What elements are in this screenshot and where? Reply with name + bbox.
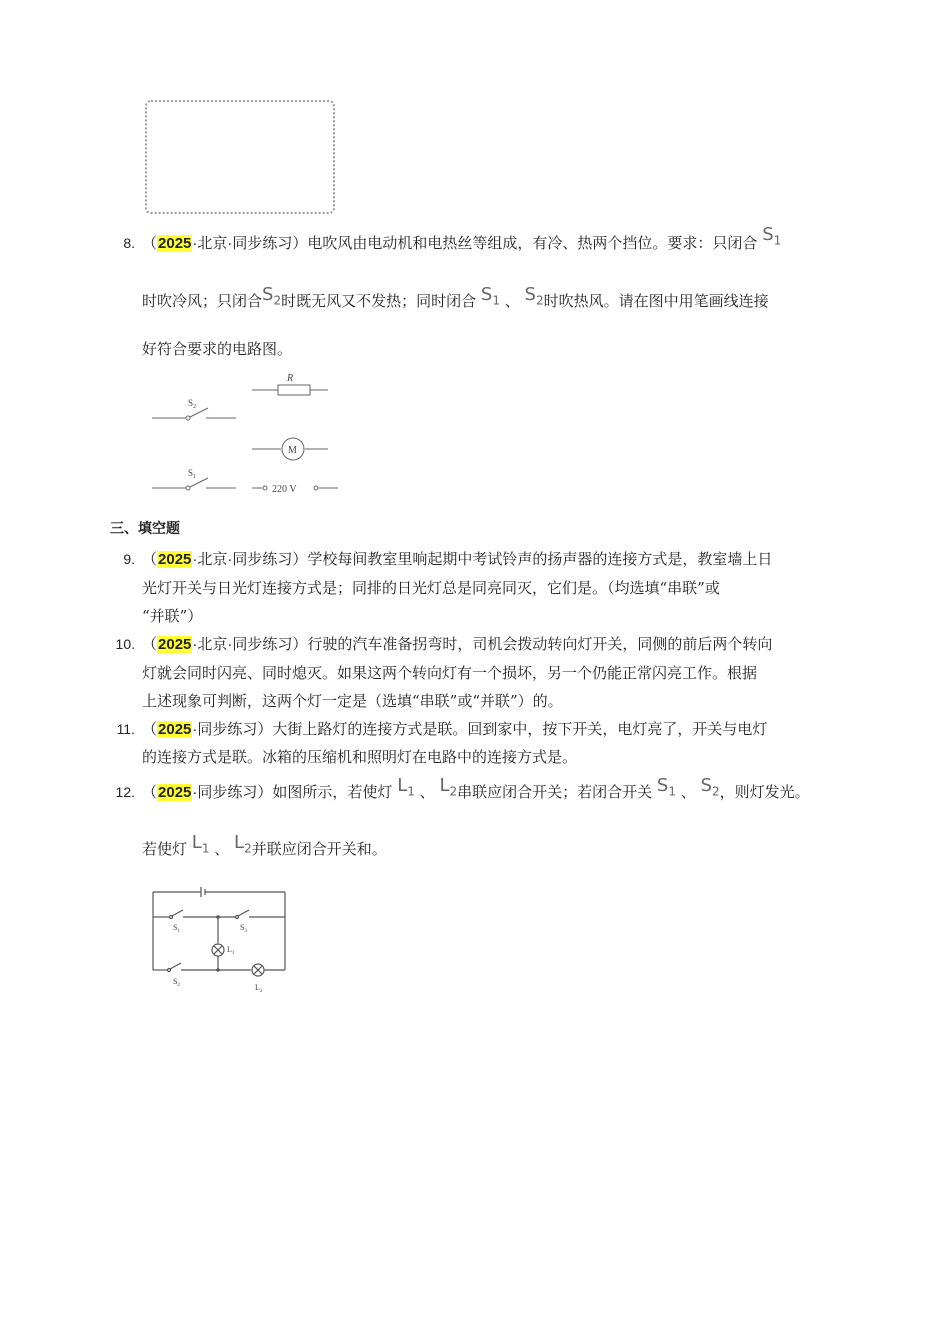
q8-text2d: 时吹热风。请在图中用笔画线连接	[543, 292, 769, 310]
q8-text2b: 时既无风又不发热；同时闭合	[281, 292, 477, 310]
q8-year: 2025	[158, 235, 192, 252]
q8-source: ·北京·同步练习）	[192, 235, 308, 252]
q8-text1: 电吹风由电动机和电热丝等组成，有冷、热两个挡位。要求：只闭合	[307, 234, 758, 252]
q8-fig-voltage: 220 V	[272, 484, 297, 495]
symbol-l1: $L_1$	[397, 775, 415, 799]
symbol-s1: $S_1$	[480, 284, 500, 308]
q10-line3: 上述现象可判断，这两个灯一定是（选填“串联”或“并联”）的。	[142, 692, 563, 710]
q12-line1: （2025·同步练习）如图所示，若使灯 $L_1$ 、 $L_2$串联应闭合开关；若闭合开关 $S_1$ 、 $S_2$，则灯发光。	[142, 775, 810, 801]
symbol-s1: $S_1$	[656, 775, 676, 799]
q12-year: 2025	[158, 784, 192, 801]
symbol-s2: $S_2$	[524, 284, 544, 308]
q12-fig-s2: $S_2$	[173, 977, 180, 988]
q8-fig-s1-label: $S_1$	[188, 468, 197, 480]
q12-fig-s1: $S_1$	[173, 923, 180, 934]
q8-text2a: 时吹冷风；只闭合	[142, 292, 263, 310]
q11-number: 11.	[116, 721, 135, 737]
q9-line2: 光灯开关与日光灯连接方式是；同排的日光灯总是同亮同灭，它们是。（均选填“串联”或	[142, 579, 720, 597]
q9-number: 9.	[123, 551, 135, 567]
q11-line2: 的连接方式是联。冰箱的压缩机和照明灯在电路中的连接方式是。	[142, 748, 578, 766]
symbol-l2: $L_2$	[234, 832, 252, 856]
symbol-l2: $L_2$	[439, 775, 458, 799]
q11-year: 2025	[158, 721, 192, 738]
q12-number: 12.	[115, 784, 135, 800]
symbol-s1: $S_1$	[762, 224, 782, 248]
q8-fig-r-label: R	[287, 373, 294, 384]
q9-year: 2025	[158, 551, 192, 568]
q10-line1: （2025·北京·同步练习）行驶的汽车准备拐弯时，司机会拨动转向灯开关，同侧的前后两个转向	[142, 635, 773, 653]
q9-line3: “并联”）	[142, 607, 203, 625]
symbol-s2: $S_2$	[262, 284, 282, 308]
q8-fig-s2-label: $S_2$	[188, 398, 197, 410]
q8-line1	[142, 224, 782, 260]
q8-line2	[142, 284, 769, 318]
q12-fig-l1: $L_1$	[227, 945, 235, 956]
q8-circuit-figure	[148, 366, 348, 500]
q10-line2: 灯就会同时闪亮、同时熄灭。如果这两个转向灯有一个损坏，另一个仍能正常闪亮工作。根据	[142, 664, 758, 682]
q8-open-paren: （	[142, 234, 158, 252]
symbol-l1: $L_1$	[191, 832, 210, 856]
q11-line1: （2025·同步练习）大街上路灯的连接方式是联。回到家中，按下开关，电灯亮了，开关与电灯	[142, 720, 768, 738]
q8-number: 8.	[123, 235, 135, 251]
q12-fig-l2: $L_2$	[255, 983, 263, 994]
answer-box	[145, 100, 335, 214]
symbol-s2: $S_2$	[700, 775, 720, 799]
q8-sep: 、	[504, 292, 520, 310]
q12-fig-s3: $S_3$	[240, 923, 247, 934]
section-title: 三、填空题	[110, 521, 180, 537]
q10-year: 2025	[158, 636, 192, 653]
q9-line1: （2025·北京·同步练习）学校每间教室里响起期中考试铃声的扬声器的连接方式是，教室墙上日	[142, 550, 773, 568]
q8-fig-m-label: M	[288, 445, 297, 456]
q10-number: 10.	[115, 636, 135, 652]
q12-line2: 若使灯 $L_1$ 、 $L_2$并联应闭合开关和。	[142, 832, 387, 858]
q8-line3: 好符合要求的电路图。	[142, 340, 293, 358]
q12-circuit-figure	[145, 882, 295, 1000]
